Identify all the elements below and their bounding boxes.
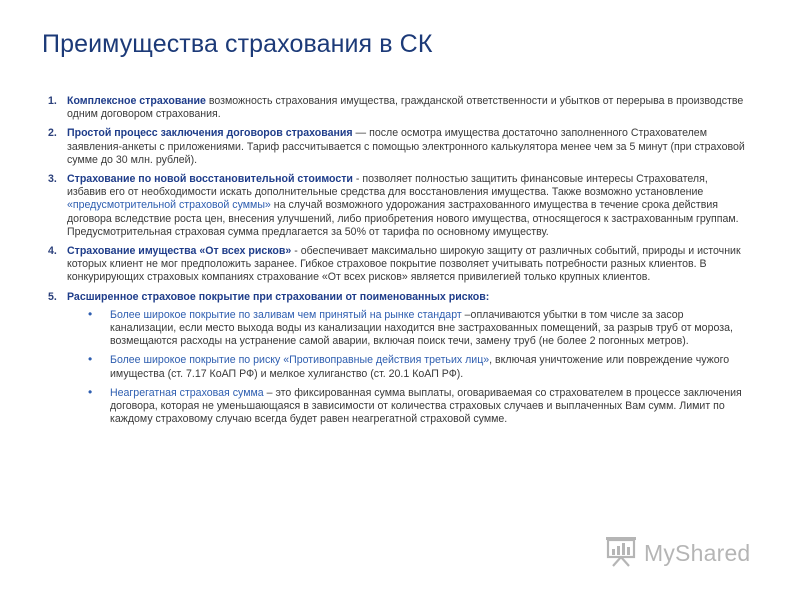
list-item	[48, 291, 748, 427]
item-number: 2.	[48, 127, 57, 140]
sub-item-lead: Более широкое покрытие по риску «Противоправные действия третьих лиц»	[110, 354, 490, 367]
sub-list-item	[67, 384, 748, 427]
watermark-text: MyShared	[644, 540, 751, 566]
sub-item-lead: Неагрегатная страховая сумма	[110, 386, 264, 399]
item-number: 5.	[48, 290, 57, 303]
item-heading: Простой процесс заключения договоров страхования	[67, 127, 353, 140]
page-title: Преимущества страхования в СК	[42, 30, 433, 58]
highlighted-term: «предусмотрительной страховой суммы»	[67, 199, 271, 212]
list-item	[48, 95, 748, 121]
sub-list-item	[67, 306, 748, 349]
item-heading: Расширенное страховое покрытие при страховании от поименованных рисков:	[67, 290, 490, 303]
item-text: возможность страхования имущества, гражданской ответственности и убытков от перерыва в производстве одним договором страхования.	[67, 95, 744, 121]
bullet-icon: •	[88, 352, 93, 367]
item-number: 3.	[48, 173, 57, 186]
sub-item-lead: Более широкое покрытие по заливам чем принятый на рынке стандарт	[110, 308, 462, 321]
sub-list	[67, 306, 748, 427]
item-text: - позволяет полностью защитить финансовые интересы Страхователя, избавив его от необходимости искать дополнительные средства для восстановления имущества. Также возможно установление	[67, 173, 708, 199]
list-item	[48, 245, 748, 285]
sub-item-text: , включая уничтожение или повреждение чужого имущества (ст. 7.17 КоАП РФ) и мелкое хулиганство (ст. 20.1 КоАП РФ).	[110, 354, 730, 380]
item-heading: Комплексное страхование	[67, 95, 206, 107]
item-heading: Страхование имущества «От всех рисков»	[67, 245, 292, 258]
sub-item-text: – это фиксированная сумма выплаты, оговариваемая со страхователем в процессе заключения договора, которая не уменьшающаяся в зависимости от количества страховых случаев и выплаченных Вам сумм. Лимит по каждому страховому случаю всегда будет равен неагрегатной страховой сумме.	[110, 386, 742, 426]
watermark-logo	[604, 534, 750, 573]
list-item	[48, 173, 748, 239]
item-text: на случай возможного удорожания застрахованного имущества в течение срока действия договора вследствие роста цен, внесения улучшений, либо приобретения нового имущества, относящегося к застрахованным группам. Предусмотрительная страховая сумма предлагается за 50% от тарифа по основному имуществу.	[67, 199, 739, 238]
bullet-icon: •	[88, 384, 93, 399]
item-number: 4.	[48, 245, 57, 258]
item-heading: Страхование по новой восстановительной стоимости	[67, 173, 353, 186]
list-item	[48, 127, 748, 167]
item-text: — после осмотра имущества достаточно заполненного Страхователем заявления-анкеты с приложениями. Тариф рассчитывается с помощью электронного калькулятора менее чем за 5 минут (при страховой сумме до 30 млн. рублей).	[67, 127, 745, 166]
item-number: 1.	[48, 95, 57, 107]
bullet-icon: •	[88, 306, 93, 321]
sub-list-item	[67, 354, 748, 380]
sub-item-text: –оплачиваются убытки в том числе за засор канализации, если место выхода воды из канализации находится вне застрахованных помещений, за разрыв труб от мороза, возмещаются расходы на устранение самой аварии, включая поиск течи, замену труб (не более 2 погонных метров).	[110, 308, 733, 348]
benefits-list	[48, 95, 748, 432]
item-text: - обеспечивает максимально широкую защиту от различных событий, природы и источник которых клиент не мог предположить заранее. Гибкое страховое покрытие позволяет учитывать потребности разных клиентов. В конкурирующих страховых компаниях страхование «От всех рисков» является привилегией только крупных клиентов.	[67, 245, 741, 284]
presentation-board-icon	[604, 534, 638, 573]
